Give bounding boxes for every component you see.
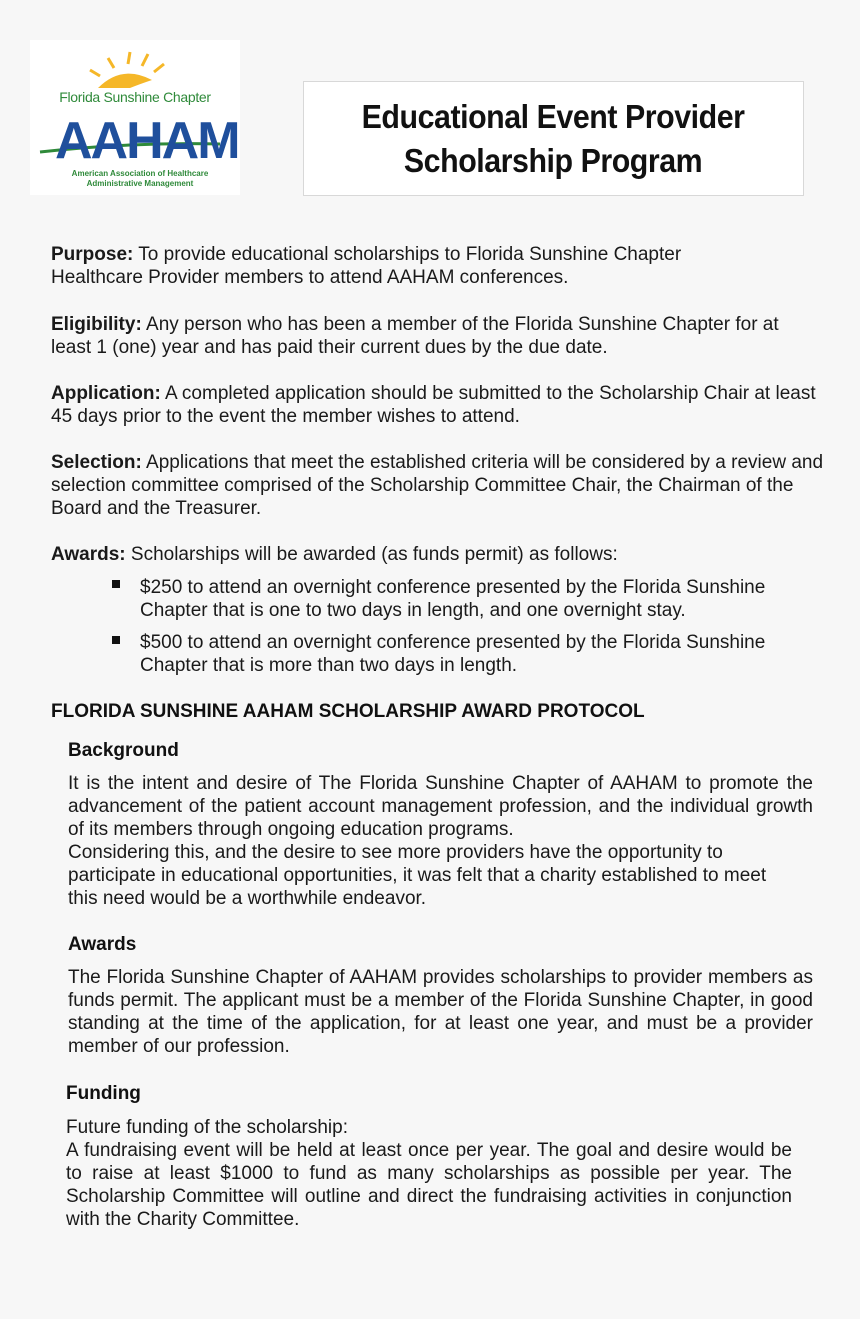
awards-paragraph: The Florida Sunshine Chapter of AAHAM provides scholarships to provider members as funds permit. The applicant must be a member of the Florida Sunshine Chapter, in good standing at the time of the application, for at least one year, and must be a provider member of our profession. — [68, 967, 813, 1057]
background-heading: Background — [68, 740, 179, 761]
logo-chapter-name: Florida Sunshine Chapter — [59, 89, 211, 105]
eligibility-paragraph — [51, 313, 781, 359]
funding-intro-line: Future funding of the scholarship: — [66, 1117, 349, 1138]
purpose-text: To provide educational scholarships to Florida Sunshine Chapter Healthcare Provider members to attend AAHAM conferences. — [51, 244, 682, 288]
bullet-square-icon — [112, 636, 120, 644]
logo-subtitle: American Association of Healthcare Administrative Management — [71, 169, 209, 188]
selection-text: Applications that meet the established criteria will be considered by a review and selection committee comprised of the Scholarship Committee Chair, the Chairman of the Board and the Treasurer. — [51, 452, 824, 519]
funding-heading: Funding — [66, 1083, 141, 1104]
title-box — [303, 81, 804, 196]
background-paragraph-2: Considering this, and the desire to see more providers have the opportunity to participate in educational opportunities, it was felt that a charity established to meet this need would be a worthwhile endeavor. — [68, 842, 767, 909]
application-paragraph — [51, 382, 826, 428]
purpose-label: Purpose: — [51, 244, 134, 265]
background-paragraph-1: It is the intent and desire of The Florida Sunshine Chapter of AAHAM to promote the advancement of the patient account management profession, and the individual growth of its members through ongoing education programs. — [68, 773, 813, 840]
protocol-heading: FLORIDA SUNSHINE AAHAM SCHOLARSHIP AWARD PROTOCOL — [51, 701, 645, 722]
awards-heading: Awards — [68, 934, 137, 955]
application-text: A completed application should be submitted to the Scholarship Chair at least 45 days prior to the event the member wishes to attend. — [51, 383, 816, 427]
eligibility-text: Any person who has been a member of the Florida Sunshine Chapter for at least 1 (one) year and has paid their current dues by the due date. — [51, 314, 779, 358]
awards-intro-label: Awards: — [51, 544, 126, 565]
selection-label: Selection: — [51, 452, 142, 473]
logo-wordmark: AAHAM — [55, 112, 239, 170]
aaham-logo — [30, 40, 240, 195]
bullet-square-icon — [112, 580, 120, 588]
purpose-paragraph — [51, 243, 731, 289]
awards-intro-paragraph — [51, 543, 841, 566]
award-bullet-item: $250 to attend an overnight conference presented by the Florida Sunshine Chapter that is one to two days in length, and one overnight stay. — [140, 577, 766, 621]
eligibility-label: Eligibility: — [51, 314, 142, 335]
funding-paragraph: A fundraising event will be held at least once per year. The goal and desire would be to raise at least $1000 to fund as many scholarships as possible per year. The Scholarship Committee will outline and direct the fundraising activities in conjunction with the Charity Committee. — [66, 1140, 792, 1230]
page-title: Educational Event Provider Scholarship Program — [362, 97, 745, 179]
application-label: Application: — [51, 383, 161, 404]
selection-paragraph — [51, 451, 841, 520]
awards-intro-text: Scholarships will be awarded (as funds permit) as follows: — [130, 544, 618, 565]
award-bullet-item: $500 to attend an overnight conference presented by the Florida Sunshine Chapter that is more than two days in length. — [140, 632, 766, 676]
